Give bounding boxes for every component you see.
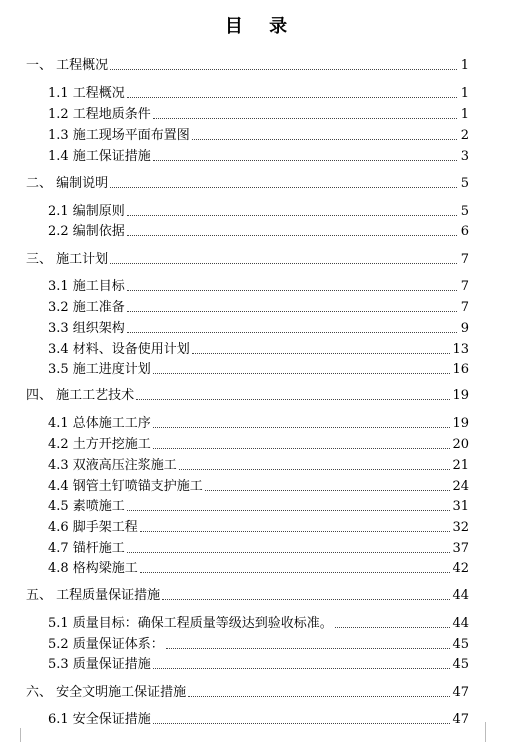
dot-leader [140, 572, 451, 573]
toc-chapter-entry[interactable] [26, 586, 469, 606]
toc-entry-label: 4.6 脚手架工程 [48, 520, 138, 535]
toc-entry-label: 3.4 材料、设备使用计划 [48, 342, 190, 357]
toc-section-entry[interactable] [48, 559, 469, 579]
toc-entry-label: 3.2 施工准备 [48, 300, 125, 315]
toc-page-number: 7 [460, 279, 469, 294]
toc-section-entry[interactable] [48, 105, 469, 125]
toc-entry-label: 4.1 总体施工工序 [48, 416, 151, 431]
toc-page-number: 9 [460, 321, 469, 336]
toc-entry-label: 5.1 质量目标：确保工程质量等级达到验收标准。 [48, 616, 333, 631]
toc-page-number: 13 [452, 342, 469, 357]
toc-section-entry[interactable] [48, 340, 469, 360]
toc-section-entry[interactable] [48, 147, 469, 167]
dot-leader [127, 510, 451, 511]
dot-leader [205, 490, 451, 491]
toc-entry-label: 4.5 素喷施工 [48, 499, 125, 514]
toc-entry-label: 六、 安全文明施工保证措施 [26, 685, 187, 700]
toc-page-number: 44 [452, 616, 469, 631]
toc-page-number: 31 [452, 499, 469, 514]
toc-page-number: 1 [460, 107, 469, 122]
toc-entry-label: 一、 工程概况 [26, 58, 109, 73]
toc-page-number: 24 [452, 479, 469, 494]
toc-chapter-entry[interactable] [26, 250, 469, 270]
toc-page-number: 3 [460, 149, 469, 164]
toc-page-number: 1 [460, 86, 469, 101]
toc-entry-label: 2.2 编制依据 [48, 224, 125, 239]
toc-page-number: 45 [452, 637, 469, 652]
toc-section-entry[interactable] [48, 518, 469, 538]
toc-section-entry[interactable] [48, 539, 469, 559]
toc-page-number: 2 [460, 128, 469, 143]
dot-leader [166, 648, 451, 649]
dot-leader [153, 160, 457, 161]
toc-entry-label: 四、 施工工艺技术 [26, 388, 135, 403]
dot-leader [127, 290, 457, 291]
toc-entry-label: 1.2 工程地质条件 [48, 107, 151, 122]
toc-entry-label: 4.7 锚杆施工 [48, 541, 125, 556]
dot-leader [335, 627, 451, 628]
toc-chapter-entry[interactable] [26, 683, 469, 703]
toc-entry-label: 二、 编制说明 [26, 176, 109, 191]
toc-section-entry[interactable] [48, 614, 469, 634]
toc-entry-label: 5.3 质量保证措施 [48, 657, 151, 672]
dot-leader [127, 215, 457, 216]
toc-section-entry[interactable] [48, 126, 469, 146]
toc-entry-label: 三、 施工计划 [26, 252, 109, 267]
toc-entry-label: 4.4 钢管土钉喷锚支护施工 [48, 479, 203, 494]
toc-page-number: 37 [452, 541, 469, 556]
dot-leader [153, 427, 451, 428]
dot-leader [127, 97, 457, 98]
margin-mark-left [20, 728, 21, 742]
toc-page-number: 19 [452, 416, 469, 431]
toc-section-entry[interactable] [48, 319, 469, 339]
toc-entry-label: 1.3 施工现场平面布置图 [48, 128, 190, 143]
dot-leader [110, 69, 457, 70]
toc-section-entry[interactable] [48, 222, 469, 242]
dot-leader [140, 531, 451, 532]
toc-section-entry[interactable] [48, 710, 469, 730]
toc-page-number: 16 [452, 362, 469, 377]
toc-page-number: 45 [452, 657, 469, 672]
toc-page-number: 7 [460, 300, 469, 315]
toc-entry-label: 3.5 施工进度计划 [48, 362, 151, 377]
toc-page-number: 1 [460, 58, 469, 73]
dot-leader [162, 599, 450, 600]
toc-section-entry[interactable] [48, 277, 469, 297]
toc-page-number: 21 [452, 458, 469, 473]
toc-entry-label: 五、 工程质量保证措施 [26, 588, 161, 603]
toc-entry-label: 4.3 双液高压注浆施工 [48, 458, 177, 473]
toc-entry-label: 3.1 施工目标 [48, 279, 125, 294]
toc-section-entry[interactable] [48, 435, 469, 455]
toc-page-number: 6 [460, 224, 469, 239]
toc-entry-label: 2.1 编制原则 [48, 204, 125, 219]
toc-page-number: 20 [452, 437, 469, 452]
dot-leader [179, 469, 451, 470]
toc-section-entry[interactable] [48, 202, 469, 222]
dot-leader [153, 668, 451, 669]
toc-entry-label: 5.2 质量保证体系： [48, 637, 164, 652]
toc-entry-label: 6.1 安全保证措施 [48, 712, 151, 727]
toc-page-number: 19 [452, 388, 469, 403]
toc-section-entry[interactable] [48, 360, 469, 380]
toc-section-entry[interactable] [48, 456, 469, 476]
toc-entry-label: 4.2 土方开挖施工 [48, 437, 151, 452]
toc-page-number: 32 [452, 520, 469, 535]
toc-page-number: 42 [452, 561, 469, 576]
dot-leader [153, 373, 451, 374]
dot-leader [192, 353, 451, 354]
toc-section-entry[interactable] [48, 298, 469, 318]
dot-leader [192, 139, 457, 140]
toc-section-entry[interactable] [48, 414, 469, 434]
dot-leader [188, 696, 450, 697]
toc-entry-label: 1.4 施工保证措施 [48, 149, 151, 164]
dot-leader [153, 723, 451, 724]
toc-entry-label: 1.1 工程概况 [48, 86, 125, 101]
dot-leader [136, 399, 450, 400]
toc-page-number: 7 [460, 252, 469, 267]
toc-chapter-entry[interactable] [26, 56, 469, 76]
dot-leader [153, 118, 457, 119]
toc-page-number: 5 [460, 204, 469, 219]
dot-leader [110, 187, 457, 188]
dot-leader [127, 311, 457, 312]
toc-entry-label: 4.8 格构梁施工 [48, 561, 138, 576]
toc-page-number: 5 [460, 176, 469, 191]
dot-leader [127, 332, 457, 333]
toc-page-number: 47 [452, 685, 469, 700]
toc-page-number: 44 [452, 588, 469, 603]
toc-title: 目 录 [224, 16, 298, 37]
toc-section-entry[interactable] [48, 655, 469, 675]
toc-section-entry[interactable] [48, 635, 469, 655]
dot-leader [127, 235, 457, 236]
dot-leader [153, 448, 451, 449]
toc-page-number: 47 [452, 712, 469, 727]
toc-chapter-entry[interactable] [26, 386, 469, 406]
toc-entry-label: 3.3 组织架构 [48, 321, 125, 336]
toc-chapter-entry[interactable] [26, 174, 469, 194]
toc-section-entry[interactable] [48, 477, 469, 497]
toc-section-entry[interactable] [48, 497, 469, 517]
dot-leader [127, 552, 451, 553]
margin-mark-right [485, 722, 486, 742]
toc-section-entry[interactable] [48, 84, 469, 104]
dot-leader [110, 263, 457, 264]
